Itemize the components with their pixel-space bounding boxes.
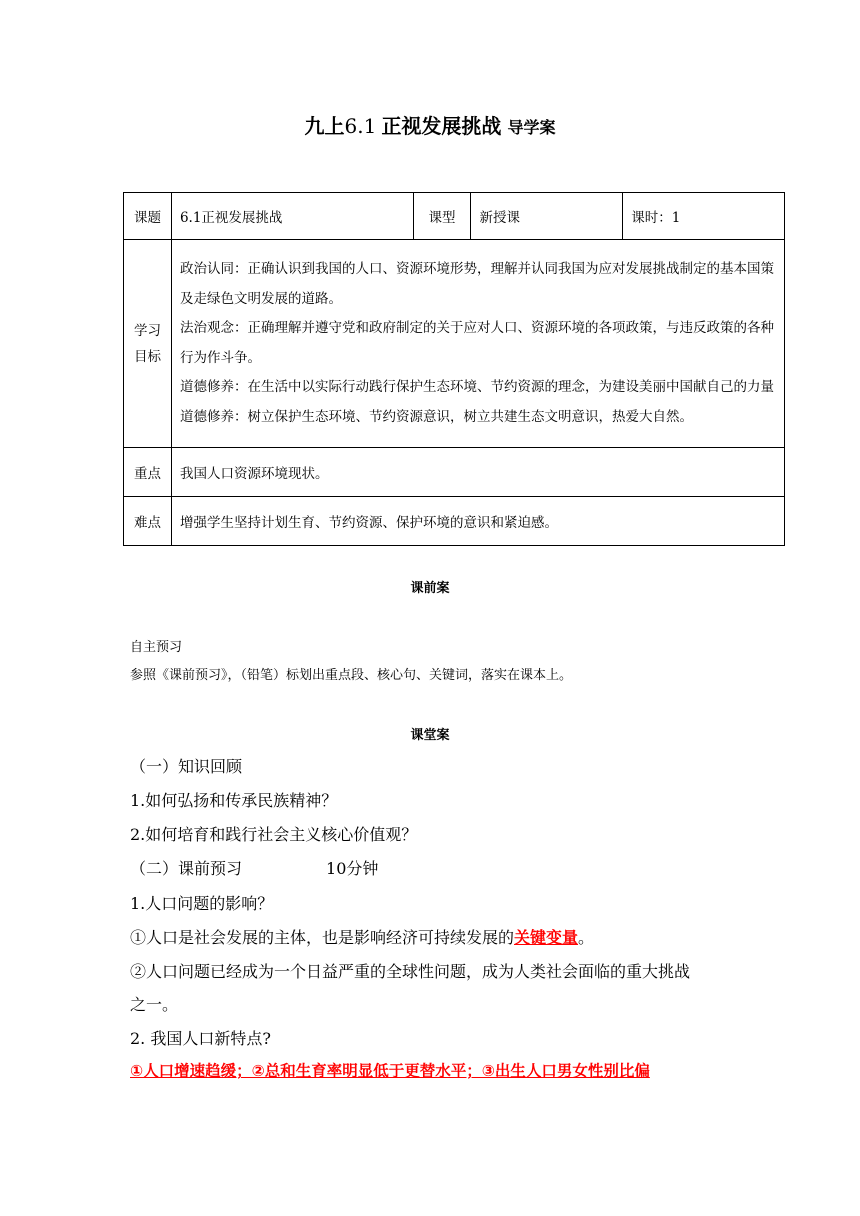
inclass-heading: 课堂案 [410,728,450,743]
part2-time: 10分钟 [326,859,379,878]
goal-moral-2: 道德修养：树立保护生态环境、节约资源意识，树立共建生态文明意识，热爱大自然。 [179,408,693,425]
page-title [0,110,860,139]
table-row [124,193,785,240]
goals-label: 学习 目标 [124,240,172,448]
preview-q2: 2. 我国人口新特点? [130,1029,271,1048]
table-row [124,448,785,497]
preclass-heading: 课前案 [410,581,450,596]
keyword-highlight: 关键变量 [514,928,579,947]
title-lesson: 正视发展挑战 [381,114,502,138]
title-prefix: 九上 [304,114,345,138]
goal-moral-1: 道德修养：在生活中以实际行动践行保护生态环境、节约资源的理念，为建设美丽中国献自己的力量 [179,379,774,395]
preclass-subheading: 自主预习 [130,640,183,655]
question-1: 1.如何弘扬和传承民族精神？ [130,791,338,810]
table-row [124,497,785,546]
table-row [124,240,785,448]
goal-political: 政治认同：正确认识到我国的人口、资源环境形势，理解并认同我国为应对发展挑战制定的基本国策及走绿色文明发展的道路。 [179,261,774,307]
preview-q1-answer-a: ①人口是社会发展的主体，也是影响经济可持续发展的关键变量。 [130,928,595,947]
title-number: 6.1 [344,114,377,138]
preclass-text: 参照《课前预习》，（铅笔）标划出重点段、核心句、关键词，落实在课本上。 [130,668,573,683]
key-value: 我国人口资源环境现状。 [171,448,784,497]
part1-heading: （一）知识回顾 [130,757,243,776]
topic-label: 课题 [124,193,172,240]
part2-heading [130,856,378,879]
question-2: 2.如何培育和践行社会主义核心价值观？ [130,825,418,844]
preview-q2-answer: ①人口增速趋缓；②总和生育率明显低于更替水平；③出生人口男女性别比偏 [130,1062,650,1080]
title-subtitle: 导学案 [507,118,556,137]
type-label: 课型 [413,193,471,240]
type-value: 新授课 [471,193,623,240]
topic-value: 6.1正视发展挑战 [171,193,413,240]
key-label: 重点 [124,448,172,497]
difficulty-label: 难点 [124,497,172,546]
preview-q1: 1.人口问题的影响？ [130,894,274,913]
goal-law: 法治观念：正确理解并遵守党和政府制定的关于应对人口、资源环境的各项政策，与违反政策的各种行为作斗争。 [179,320,774,366]
difficulty-value: 增强学生坚持计划生育、节约资源、保护环境的意识和紧迫感。 [171,497,784,546]
part2-title: （二）课前预习 [130,859,243,878]
lesson-info-table [123,192,785,546]
goals-cell [171,240,784,448]
preview-q1-answer-b-line2: 之一。 [130,995,179,1014]
hours-value: 课时：1 [623,193,785,240]
preview-q1-answer-b-line1: ②人口问题已经成为一个日益严重的全球性问题，成为人类社会面临的重大挑战 [130,962,691,981]
